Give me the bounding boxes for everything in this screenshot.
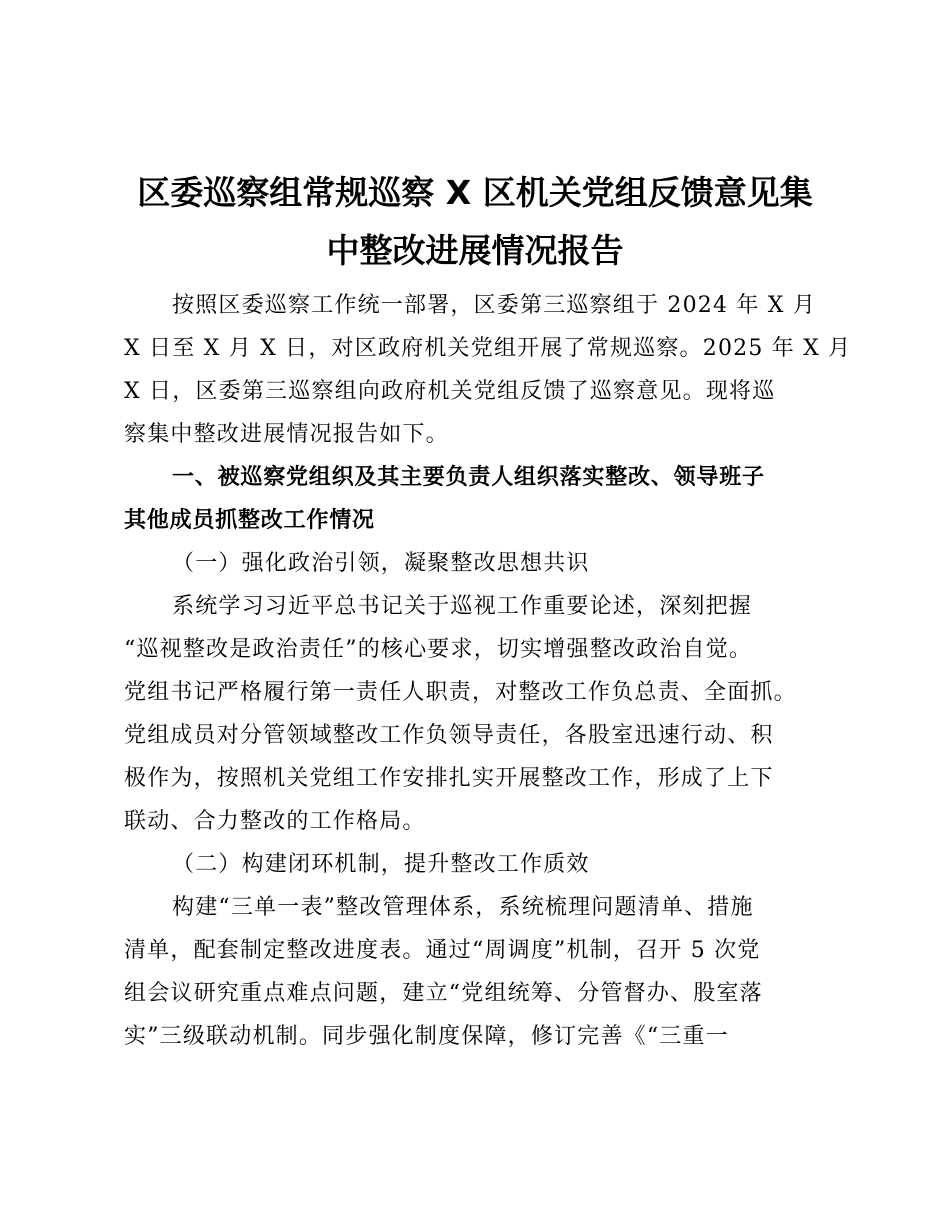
text-line: X 日，区委第三巡察组向政府机关党组反馈了巡察意见。现将巡 — [124, 379, 776, 404]
document-body — [124, 284, 852, 1058]
text-line: 联动、合力整改的工作格局。 — [124, 809, 426, 834]
title-line-2: 中整改进展情况报告 — [326, 231, 624, 270]
text-line: 党组成员对分管领域整改工作负领导责任，各股室迅速行动、积 — [124, 723, 774, 748]
paragraph-closed-loop-mechanism — [124, 886, 834, 1058]
paragraph-intro — [124, 284, 852, 456]
text-line: “巡视整改是政治责任”的核心要求，切实增强整改政治自觉。 — [124, 637, 753, 662]
heading-line: 其他成员抓整改工作情况 — [124, 508, 375, 533]
subsection-1-heading: （一）强化政治引领，凝聚整改思想共识 — [172, 551, 590, 576]
text-line: 极作为，按照机关党组工作安排扎实开展整改工作，形成了上下 — [124, 766, 774, 791]
text-line: 实”三级联动机制。同步强化制度保障，修订完善《“三重一 — [124, 1024, 729, 1049]
subsection-2-heading: （二）构建闭环机制，提升整改工作质效 — [172, 852, 590, 877]
text-line: 按照区委巡察工作统一部署，区委第三巡察组于 2024 年 X 月 — [172, 293, 817, 318]
text-line: 系统学习习近平总书记关于巡视工作重要论述，深刻把握 — [172, 594, 753, 619]
text-line: 察集中整改进展情况报告如下。 — [124, 422, 449, 447]
paragraph-political-leadership — [124, 585, 834, 843]
text-line: 组会议研究重点难点问题，建立“党组统筹、分管督办、股室落 — [124, 981, 763, 1006]
title-line-1: 区委巡察组常规巡察 X 区机关党组反馈意见集 — [137, 173, 813, 212]
text-line: 清单，配套制定整改进度表。通过“周调度”机制，召开 5 次党 — [124, 938, 761, 963]
heading-line: 一、被巡察党组织及其主要负责人组织落实整改、领导班子 — [172, 465, 765, 490]
section-1-heading — [124, 456, 834, 542]
document-title — [100, 164, 850, 280]
text-line: 构建“三单一表”整改管理体系，系统梳理问题清单、措施 — [172, 895, 754, 920]
text-line: X 日至 X 月 X 日，对区政府机关党组开展了常规巡察。2025 年 X 月 — [124, 336, 852, 361]
text-line: 党组书记严格履行第一责任人职责，对整改工作负总责、全面抓。 — [124, 680, 797, 705]
